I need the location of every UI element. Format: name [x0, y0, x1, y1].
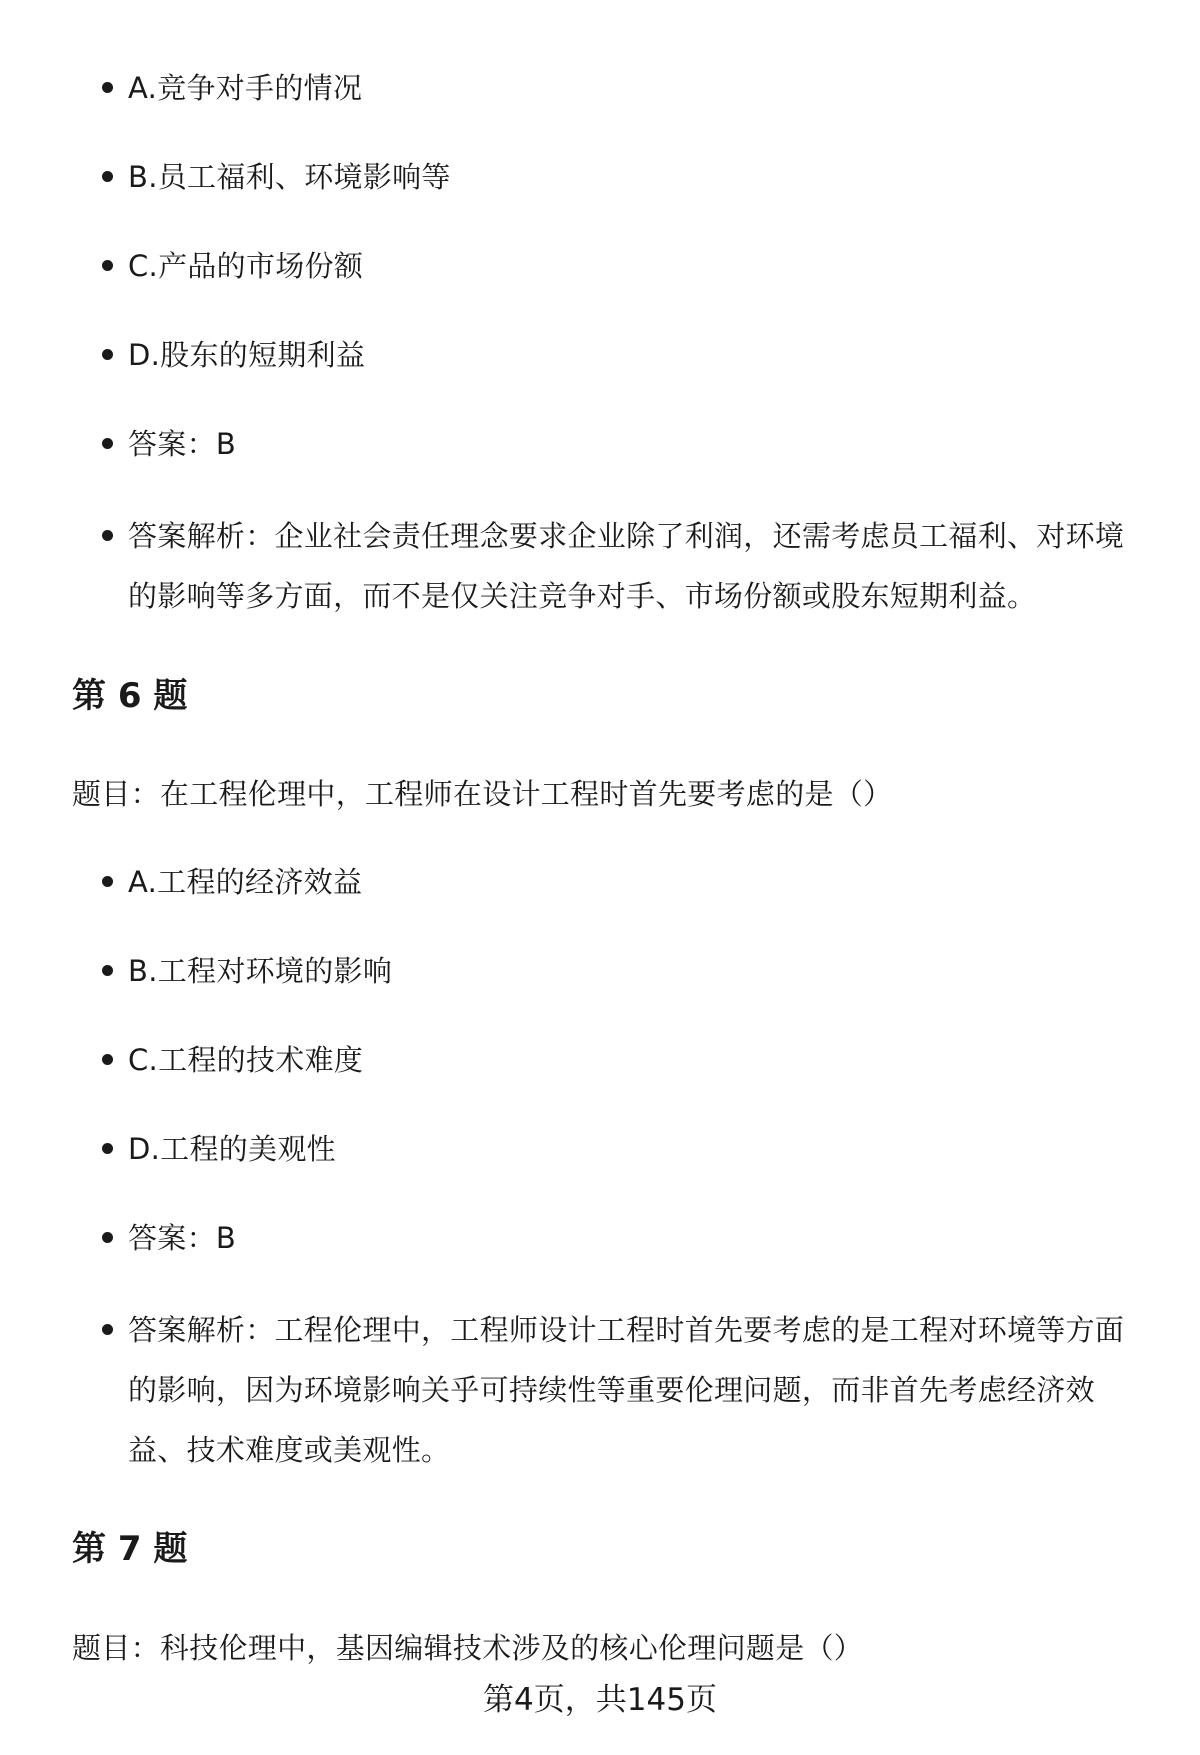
q5-answer: 答案：B	[128, 414, 1148, 474]
q5-explanation: 答案解析：企业社会责任理念要求企业除了利润，还需考虑员工福利、对环境的影响等多方面，而不是仅关注竞争对手、市场份额或股东短期利益。	[128, 506, 1148, 626]
q6-heading: 第 6 题	[72, 676, 188, 716]
q6-option-d: D.工程的美观性	[128, 1119, 1148, 1179]
q6-option-a: A.工程的经济效益	[128, 852, 1148, 912]
q6-option-b: B.工程对环境的影响	[128, 941, 1148, 1001]
page-number-footer: 第4页，共145页	[483, 1682, 717, 1718]
q5-option-b: B.员工福利、环境影响等	[128, 147, 1148, 207]
q6-answer: 答案：B	[128, 1208, 1148, 1268]
q6-explanation: 答案解析：工程伦理中，工程师设计工程时首先要考虑的是工程对环境等方面的影响，因为环境影响关乎可持续性等重要伦理问题，而非首先考虑经济效益、技术难度或美观性。	[128, 1300, 1148, 1480]
q7-question: 题目：科技伦理中，基因编辑技术涉及的核心伦理问题是（）	[72, 1631, 864, 1665]
q5-option-d: D.股东的短期利益	[128, 325, 1148, 385]
q5-option-c: C.产品的市场份额	[128, 236, 1148, 296]
q6-option-c: C.工程的技术难度	[128, 1030, 1148, 1090]
q7-heading: 第 7 题	[72, 1529, 188, 1569]
q6-question: 题目：在工程伦理中，工程师在设计工程时首先要考虑的是（）	[72, 777, 893, 811]
q5-option-a: A.竞争对手的情况	[128, 58, 1148, 118]
